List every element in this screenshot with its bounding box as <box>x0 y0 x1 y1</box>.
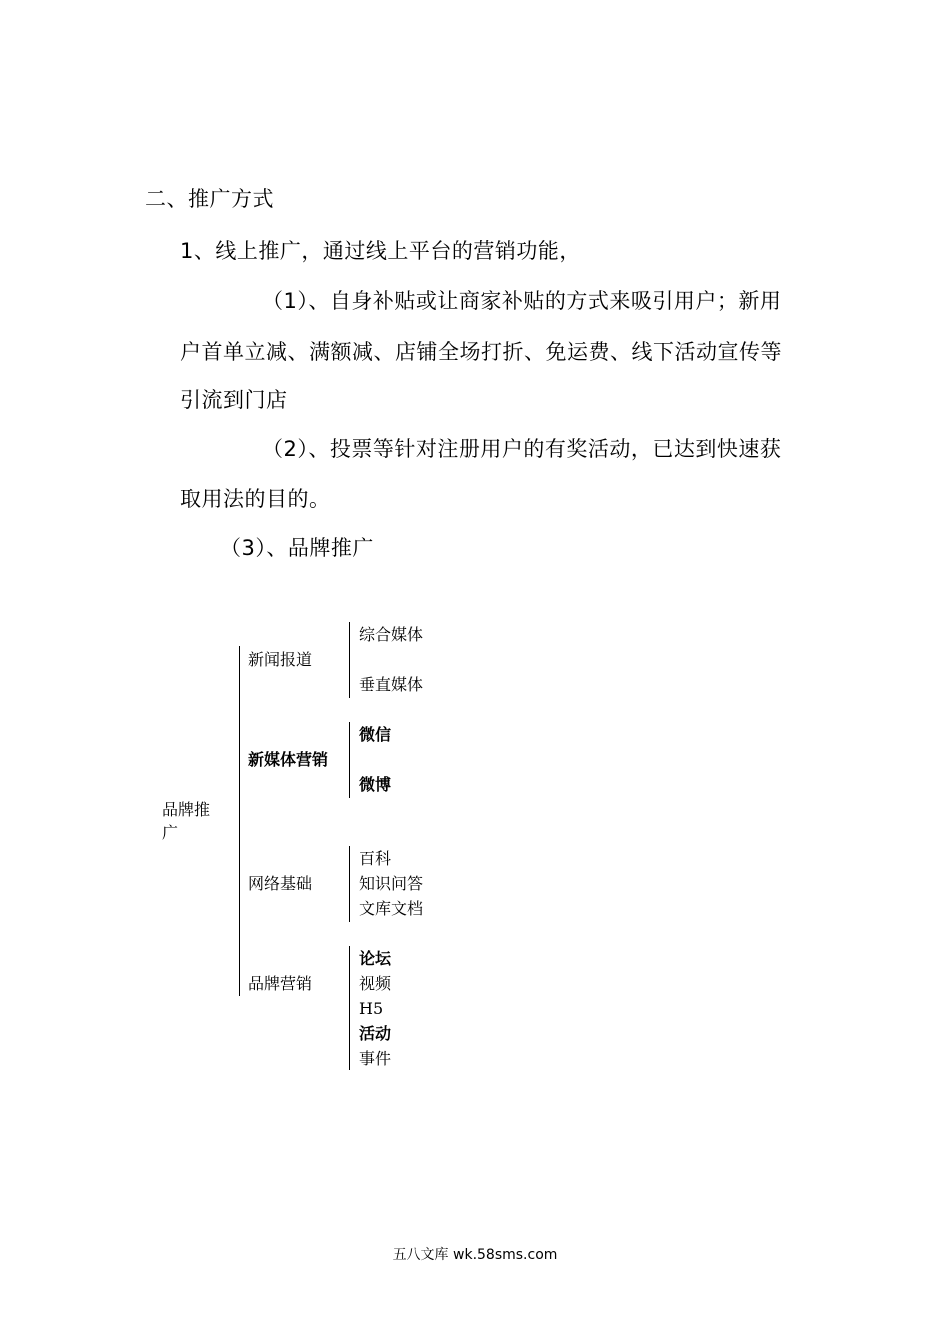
tree-leaf: 综合媒体 <box>359 625 424 644</box>
tree-group-brand-marketing: 品牌营销 <box>248 974 313 993</box>
tree-leaf: 知识问答 <box>359 874 424 893</box>
tree-leaf: H5 <box>359 999 384 1018</box>
footer-watermark: 五八文库 wk.58sms.com <box>392 1247 558 1263</box>
tree-leaf: 事件 <box>359 1049 392 1068</box>
tree-bracket-news <box>349 622 350 698</box>
tree-root-line-1: 品牌推 <box>162 800 211 819</box>
tree-bracket-network <box>349 846 350 922</box>
point-1: 1、线上推广，通过线上平台的营销功能， <box>180 239 581 263</box>
tree-group-new-media: 新媒体营销 <box>248 750 329 769</box>
tree-leaf: 垂直媒体 <box>359 675 424 694</box>
item-1-line-1: （1）、自身补贴或让商家补贴的方式来吸引用户；新用 <box>262 289 782 313</box>
tree-bracket-brand-marketing <box>349 946 350 1070</box>
tree-leaf: 百科 <box>359 849 392 868</box>
item-2-line-1: （2）、投票等针对注册用户的有奖活动，已达到快速获 <box>262 437 782 461</box>
tree-leaf: 论坛 <box>359 949 392 968</box>
tree-root-bracket <box>239 646 240 996</box>
tree-bracket-new-media <box>349 722 350 798</box>
item-1-line-3: 引流到门店 <box>180 388 288 412</box>
item-3: （3）、品牌推广 <box>220 536 374 560</box>
tree-leaf: 微信 <box>359 725 392 744</box>
tree-group-news: 新闻报道 <box>248 650 313 669</box>
item-2-line-2: 取用法的目的。 <box>180 487 331 511</box>
section-heading: 二、推广方式 <box>145 187 274 211</box>
tree-leaf: 微博 <box>359 775 392 794</box>
tree-leaf: 视频 <box>359 974 392 993</box>
tree-leaf: 文库文档 <box>359 899 424 918</box>
tree-group-network: 网络基础 <box>248 874 313 893</box>
tree-root-line-2: 广 <box>162 823 179 842</box>
item-1-line-2: 户首单立减、满额减、店铺全场打折、免运费、线下活动宣传等 <box>180 340 782 364</box>
tree-leaf: 活动 <box>359 1024 392 1043</box>
